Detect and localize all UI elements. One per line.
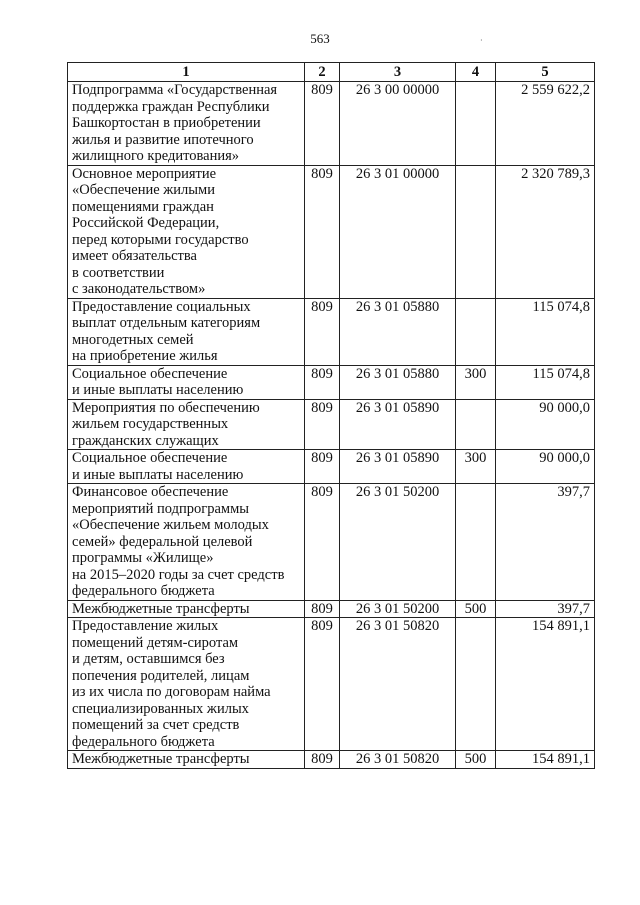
header-col-4: 4 [456, 63, 496, 82]
row-expense-type: 500 [456, 600, 496, 618]
row-gr-code: 809 [305, 450, 340, 484]
row-amount: 115 074,8 [496, 365, 595, 399]
row-target-code: 26 3 01 00000 [340, 165, 456, 298]
row-gr-code: 809 [305, 618, 340, 751]
row-target-code: 26 3 01 05880 [340, 298, 456, 365]
header-col-3: 3 [340, 63, 456, 82]
row-target-code: 26 3 00 00000 [340, 82, 456, 166]
row-amount: 2 320 789,3 [496, 165, 595, 298]
row-target-code: 26 3 01 50820 [340, 618, 456, 751]
table-row [68, 484, 595, 601]
row-expense-type: 300 [456, 450, 496, 484]
row-target-code: 26 3 01 50200 [340, 600, 456, 618]
row-name: Основное мероприятие «Обеспечение жилыми помещениями граждан Российской Федерации, перед которыми государство имеет обязательства в соответствии с законодательством» [68, 165, 305, 298]
row-name: Финансовое обеспечение мероприятий подпрограммы «Обеспечение жильем молодых семей» федеральной целевой программы «Жилище» на 2015–2020 годы за счет средств федерального бюджета [68, 484, 305, 601]
row-target-code: 26 3 01 05890 [340, 450, 456, 484]
row-gr-code: 809 [305, 600, 340, 618]
row-expense-type [456, 618, 496, 751]
budget-table [67, 62, 595, 769]
table-row [68, 82, 595, 166]
row-gr-code: 809 [305, 165, 340, 298]
row-name: Подпрограмма «Государственная поддержка граждан Республики Башкортостан в приобретении жилья и развитие ипотечного жилищного кредитования» [68, 82, 305, 166]
row-gr-code: 809 [305, 751, 340, 769]
row-amount: 90 000,0 [496, 399, 595, 450]
row-amount: 2 559 622,2 [496, 82, 595, 166]
table-row [68, 298, 595, 365]
row-amount: 154 891,1 [496, 751, 595, 769]
row-expense-type: 300 [456, 365, 496, 399]
row-expense-type: 500 [456, 751, 496, 769]
row-amount: 115 074,8 [496, 298, 595, 365]
page-number: 563 [310, 31, 330, 46]
table-row [68, 600, 595, 618]
row-name: Предоставление жилых помещений детям-сиротам и детям, оставшимся без попечения родителей, лицам из их числа по договорам найма специализированных жилых помещений за счет средств федерального бюджета [68, 618, 305, 751]
table-row [68, 165, 595, 298]
row-gr-code: 809 [305, 399, 340, 450]
header-col-2: 2 [305, 63, 340, 82]
table-row [68, 399, 595, 450]
row-gr-code: 809 [305, 484, 340, 601]
row-target-code: 26 3 01 50820 [340, 751, 456, 769]
table-header-row [68, 63, 595, 82]
row-target-code: 26 3 01 05880 [340, 365, 456, 399]
stray-mark: · [480, 36, 483, 45]
row-name: Предоставление социальных выплат отдельным категориям многодетных семей на приобретение жилья [68, 298, 305, 365]
row-amount: 154 891,1 [496, 618, 595, 751]
header-col-5: 5 [496, 63, 595, 82]
table-row [68, 618, 595, 751]
row-target-code: 26 3 01 50200 [340, 484, 456, 601]
row-name: Мероприятия по обеспечению жильем государственных гражданских служащих [68, 399, 305, 450]
row-expense-type [456, 399, 496, 450]
row-name: Социальное обеспечение и иные выплаты населению [68, 450, 305, 484]
row-name: Социальное обеспечение и иные выплаты населению [68, 365, 305, 399]
row-expense-type [456, 298, 496, 365]
row-expense-type [456, 82, 496, 166]
row-name: Межбюджетные трансферты [68, 600, 305, 618]
row-amount: 90 000,0 [496, 450, 595, 484]
row-gr-code: 809 [305, 298, 340, 365]
row-name: Межбюджетные трансферты [68, 751, 305, 769]
row-expense-type [456, 165, 496, 298]
row-gr-code: 809 [305, 82, 340, 166]
header-col-1: 1 [68, 63, 305, 82]
row-target-code: 26 3 01 05890 [340, 399, 456, 450]
row-expense-type [456, 484, 496, 601]
table-row [68, 450, 595, 484]
row-amount: 397,7 [496, 484, 595, 601]
row-gr-code: 809 [305, 365, 340, 399]
row-amount: 397,7 [496, 600, 595, 618]
table-row [68, 751, 595, 769]
table-row [68, 365, 595, 399]
